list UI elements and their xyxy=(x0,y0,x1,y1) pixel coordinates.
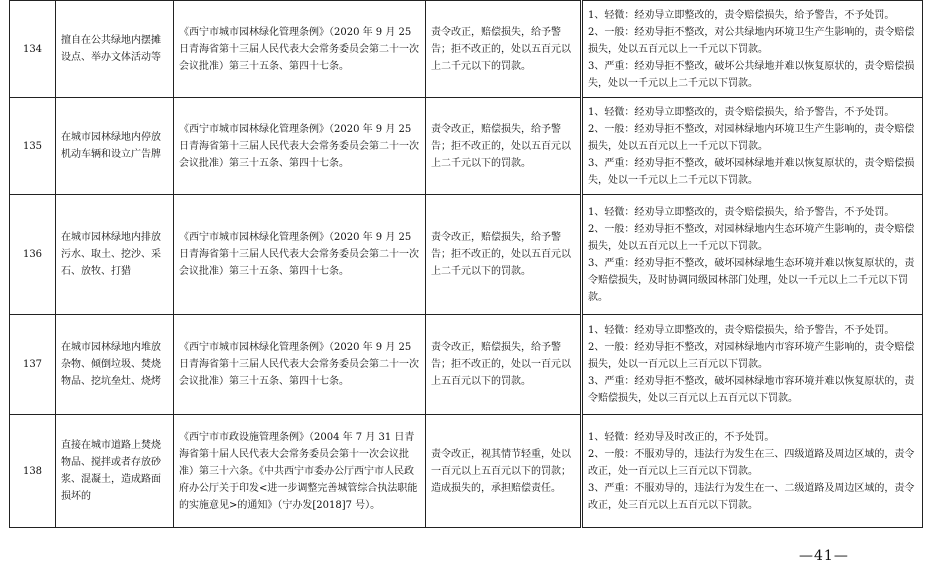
row-number: 135 xyxy=(10,98,56,195)
regulation-table xyxy=(9,0,923,528)
row-number: 134 xyxy=(10,1,56,98)
table-row xyxy=(10,1,923,98)
legal-basis: 《西宁市市政设施管理条例》（2004 年 7 月 31 日青海省第十届人民代表大会常务委员会第十一次会议批准）第三十六条。《中共西宁市委办公厅西宁市人民政府办公厅关于印发<进一步调整完善城管综合执法职能的实施意见>的通知》（宁办发[2018]7 号）。 xyxy=(174,415,426,528)
table-row xyxy=(10,415,923,528)
penalty-provision: 责令改正，视其情节轻重，处以一百元以上五百元以下的罚款；造成损失的，承担赔偿责任。 xyxy=(426,415,582,528)
discretion-item: 2、一般：不服劝导的，违法行为发生在三、四级道路及周边区域的，责令改正，处一百元以上三百元以下罚款。 xyxy=(588,448,915,477)
violation-description: 在城市园林绿地内停放机动车辆和设立广告牌 xyxy=(56,98,174,195)
discretion-item: 3、严重：不服劝导的，违法行为发生在一、二级道路及周边区域的，责令改正，处三百元以上五百元以下罚款。 xyxy=(588,482,915,511)
penalty-provision: 责令改正，赔偿损失，给予警告；拒不改正的，处以一百元以上五百元以下的罚款。 xyxy=(426,315,582,415)
discretion-standards xyxy=(582,98,923,195)
discretion-item: 1、轻微：经劝导立即整改的，责令赔偿损失，给予警告，不予处罚。 xyxy=(588,9,895,21)
violation-description: 在城市园林绿地内排放污水、取土、挖沙、采石、放牧、打猎 xyxy=(56,195,174,315)
violation-description: 直接在城市道路上焚烧物品、搅拌或者存放砂浆、混凝土，造成路面损坏的 xyxy=(56,415,174,528)
discretion-item: 1、轻微：经劝导立即整改的，责令赔偿损失，给予警告，不予处罚。 xyxy=(588,325,895,336)
discretion-item: 2、一般：经劝导拒不整改，对园林绿地内生态环境产生影响的，责令赔偿损失，处以五百元以上一千元以下罚款。 xyxy=(588,223,915,252)
discretion-item: 3、严重：经劝导拒不整改，破坏公共绿地并难以恢复原状的，责令赔偿损失，处以一千元以上二千元以下罚款。 xyxy=(588,60,915,89)
row-number: 136 xyxy=(10,195,56,315)
legal-basis: 《西宁市城市园林绿化管理条例》（2020 年 9 月 25 日青海省第十三届人民代表大会常务委员会第二十一次会议批准）第三十五条、第四十七条。 xyxy=(174,1,426,98)
discretion-item: 2、一般：经劝导拒不整改，对公共绿地内环境卫生产生影响的，责令赔偿损失，处以五百元以上一千元以下罚款。 xyxy=(588,26,915,55)
penalty-provision: 责令改正，赔偿损失，给予警告；拒不改正的，处以五百元以上二千元以下的罚款。 xyxy=(426,98,582,195)
discretion-item: 3、严重：经劝导拒不整改，破坏园林绿地市容环境并难以恢复原状的，责令赔偿损失，处以三百元以上五百元以下罚款。 xyxy=(588,376,915,404)
legal-basis: 《西宁市城市园林绿化管理条例》（2020 年 9 月 25 日青海省第十三届人民代表大会常务委员会第二十一次会议批准）第三十五条、第四十七条。 xyxy=(174,315,426,415)
discretion-item: 3、严重：经劝导拒不整改，破坏园林绿地生态环境并难以恢复原状的，责令赔偿损失，及时协调同级园林部门处理，处以一千元以上二千元以下罚款。 xyxy=(588,257,915,303)
legal-basis: 《西宁市城市园林绿化管理条例》（2020 年 9 月 25 日青海省第十三届人民代表大会常务委员会第二十一次会议批准）第三十五条、第四十七条。 xyxy=(174,195,426,315)
discretion-item: 3、严重：经劝导拒不整改，破坏园林绿地并难以恢复原状的，责令赔偿损失，处以一千元以上二千元以下罚款。 xyxy=(588,157,915,186)
discretion-standards xyxy=(582,1,923,98)
violation-description: 擅自在公共绿地内摆摊设点、举办文体活动等 xyxy=(56,1,174,98)
page-number: —41— xyxy=(799,548,849,564)
discretion-standards xyxy=(582,415,923,528)
violation-description: 在城市园林绿地内堆放杂物、倾倒垃圾、焚烧物品、挖坑垒灶、烧烤 xyxy=(56,315,174,415)
penalty-provision: 责令改正，赔偿损失，给予警告；拒不改正的，处以五百元以上二千元以下的罚款。 xyxy=(426,195,582,315)
discretion-item: 1、轻微：经劝导立即整改的，责令赔偿损失，给予警告，不予处罚。 xyxy=(588,106,895,118)
table-row xyxy=(10,98,923,195)
discretion-standards xyxy=(582,315,923,415)
discretion-item: 1、轻微：经劝导立即整改的，责令赔偿损失，给予警告，不予处罚。 xyxy=(588,206,895,218)
discretion-standards xyxy=(582,195,923,315)
row-number: 137 xyxy=(10,315,56,415)
discretion-item: 2、一般：经劝导拒不整改，对园林绿地内环境卫生产生影响的，责令赔偿损失，处以五百元以上一千元以下罚款。 xyxy=(588,123,915,152)
table-row xyxy=(10,195,923,315)
penalty-provision: 责令改正，赔偿损失，给予警告；拒不改正的，处以五百元以上二千元以下的罚款。 xyxy=(426,1,582,98)
legal-basis: 《西宁市城市园林绿化管理条例》（2020 年 9 月 25 日青海省第十三届人民代表大会常务委员会第二十一次会议批准）第三十五条、第四十七条。 xyxy=(174,98,426,195)
discretion-item: 1、轻微：经劝导及时改正的，不予处罚。 xyxy=(588,431,775,443)
discretion-item: 2、一般：经劝导拒不整改，对园林绿地内市容环境产生影响的，责令赔偿损失，处以一百元以上三百元以下罚款。 xyxy=(588,342,915,370)
table-row xyxy=(10,315,923,415)
row-number: 138 xyxy=(10,415,56,528)
